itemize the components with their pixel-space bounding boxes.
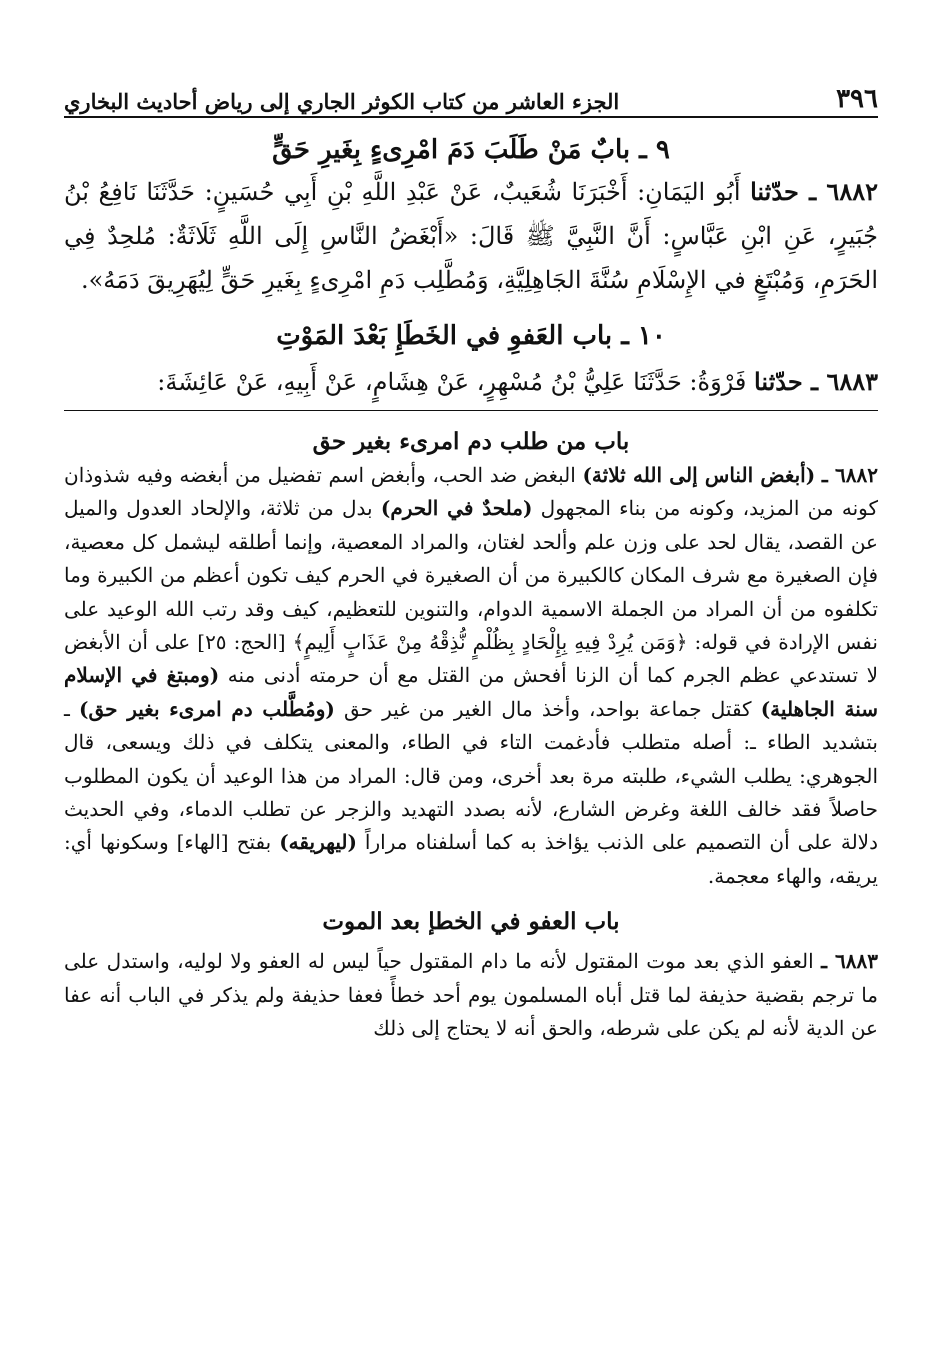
commentary-text: كقتل جماعة بواحد، وأخذ مال الغير من غير حق [334, 696, 761, 721]
quote-abghad: (أبغض الناس إلى الله ثلاثة) [582, 463, 816, 487]
sharh-section [64, 425, 878, 1046]
hadith-6883-text: فَرْوَةُ: حَدَّثَنَا عَلِيُّ بْنُ مُسْهِرٍ، عَنْ هِشَامٍ، عَنْ أَبِيهِ، عَنْ عَائِشَةَ: [157, 368, 747, 396]
commentary-6882 [64, 459, 878, 893]
running-header [64, 80, 878, 118]
matn-section [64, 130, 878, 404]
chapter-10-heading: ١٠ ـ باب العَفوِ في الخَطَإِ بَعْدَ المَوْتِ [276, 321, 666, 351]
quote-muttalib: (ومُطَّلب دم امرىء بغير حق) [79, 696, 335, 721]
commentary-6882-number: ٦٨٨٢ ـ [821, 463, 878, 487]
commentary-text: بفتح [الهاء] وسكونها أي: يريقه، والهاء معجمة. [64, 830, 878, 888]
hadith-6883 [64, 360, 878, 404]
quote-yuhriqahu: (ليهريقه) [279, 830, 357, 855]
commentary-text: ـ بتشديد الطاء ـ: أصله متطلب فأدغمت التاء في الطاء، والمعنى يتكلف في ذلك ويسعى، قال الجوهري: يطلب الشيء، طلبته مرة بعد أخرى، ومن قال: المراد من هذا الوعيد أن يكون المطلوب حاصلاً فقد خالف اللغة وغرض الشارع، لأنه بصدد التهديد والزجر عن تطلب الدماء، وفي الحديث دلالة على أن التصميم على الذنب يؤاخذ به كما أسلفناه مراراً [64, 696, 878, 855]
commentary-text: بدل من ثلاثة، والإلحاد العدول والميل عن القصد، يقال لحد على وزن علم وألحد لغتان، والمراد المعصية، وإنما أطلقه ليشمل كل معصية، فإن الصغيرة مع شرف المكان كالكبيرة من أن الصغيرة في الحرم كيف تكون أعظم من الكبيرة وما تكلفوه من أن المراد من الجملة الاسمية الدوام، والتنوين للتعظيم، كيف وقد رتب الله الوعيد على نفس الإرادة في قوله: ﴿وَمَن يُرِدْ فِيهِ بِإِلْحَادٍ بِظُلْمٍ نُّذِقْهُ مِنْ عَذَابٍ أَلِيمٍ﴾ [الحج: ٢٥] على أن الأبغض لا تستدعي عظم الجرم كما أن الزنا أفحش من القتل مع أن حرمته أدنى منه [64, 496, 878, 688]
page-number: ٣٩٦ [836, 84, 878, 114]
commentary-6883 [64, 945, 878, 1045]
hadith-6883-number: ٦٨٨٣ ـ حدّثنا [754, 367, 878, 396]
running-title: الجزء العاشر من كتاب الكوثر الجاري إلى رياض أحاديث البخاري [64, 89, 620, 114]
hadith-6882-text: أَبُو اليَمَانِ: أَخْبَرَنَا شُعَيبٌ، عَنْ عَبْدِ اللَّهِ بْنِ أَبِي حُسَينٍ: حَدَّثَنَا نَافِعُ بْنُ جُبَيرٍ، عَنِ ابْنِ عَبَّاسٍ: أَنَّ النَّبِيَّ ﷺ قَالَ: «أَبْغَضُ النَّاسِ إِلَى اللَّهِ ثَلَاثَةٌ: مُلحِدٌ فِي الحَرَمِ، وَمُبْتَغٍ في الإِسْلَامِ سُنَّةَ الجَاهِلِيَّةِ، وَمُطَّلِب دَمِ امْرِىءٍ بِغَيرِ حَقٍّ لِيُهَرِيقَ دَمَهُ». [64, 178, 878, 294]
quote-mulhid: (ملحدٌ في الحرم) [380, 496, 533, 521]
commentary-chapter-10-heading: باب العفو في الخطإ بعد الموت [322, 908, 620, 936]
quote-mubtagh: (ومبتغ في الإسلام سنة الجاهلية) [64, 663, 879, 721]
hadith-6882 [64, 170, 878, 302]
commentary-6883-number: ٦٨٨٣ ـ [821, 949, 878, 974]
commentary-text: العفو الذي بعد موت المقتول لأنه ما دام المقتول حياً ليس له العفو ولا لوليه، واستدل على ما ترجم بقضية حذيفة لما قتل أباه المسلمون يوم أحد خطأً فعفا حذيفة ولم يذكر في الباب أنه عفا عن الدية لأنه لم يكن على شرطه، والحق أنه لا يحتاج إلى ذلك [64, 949, 878, 1041]
hadith-6882-number: ٦٨٨٢ ـ حدّثنا [750, 177, 878, 206]
section-divider [64, 410, 878, 411]
commentary-chapter-9-heading: باب من طلب دم امرىء بغير حق [312, 428, 630, 455]
chapter-9-heading: ٩ ـ بابٌ مَنْ طَلَبَ دَمَ امْرِىءٍ بِغَيرِ حَقٍّ [272, 135, 670, 165]
commentary-text: البغض ضد الحب، وأبغض اسم تفضيل من أبغضه وفيه شذوذان كونه من المزيد، وكونه من بناء المجهول [64, 463, 878, 521]
